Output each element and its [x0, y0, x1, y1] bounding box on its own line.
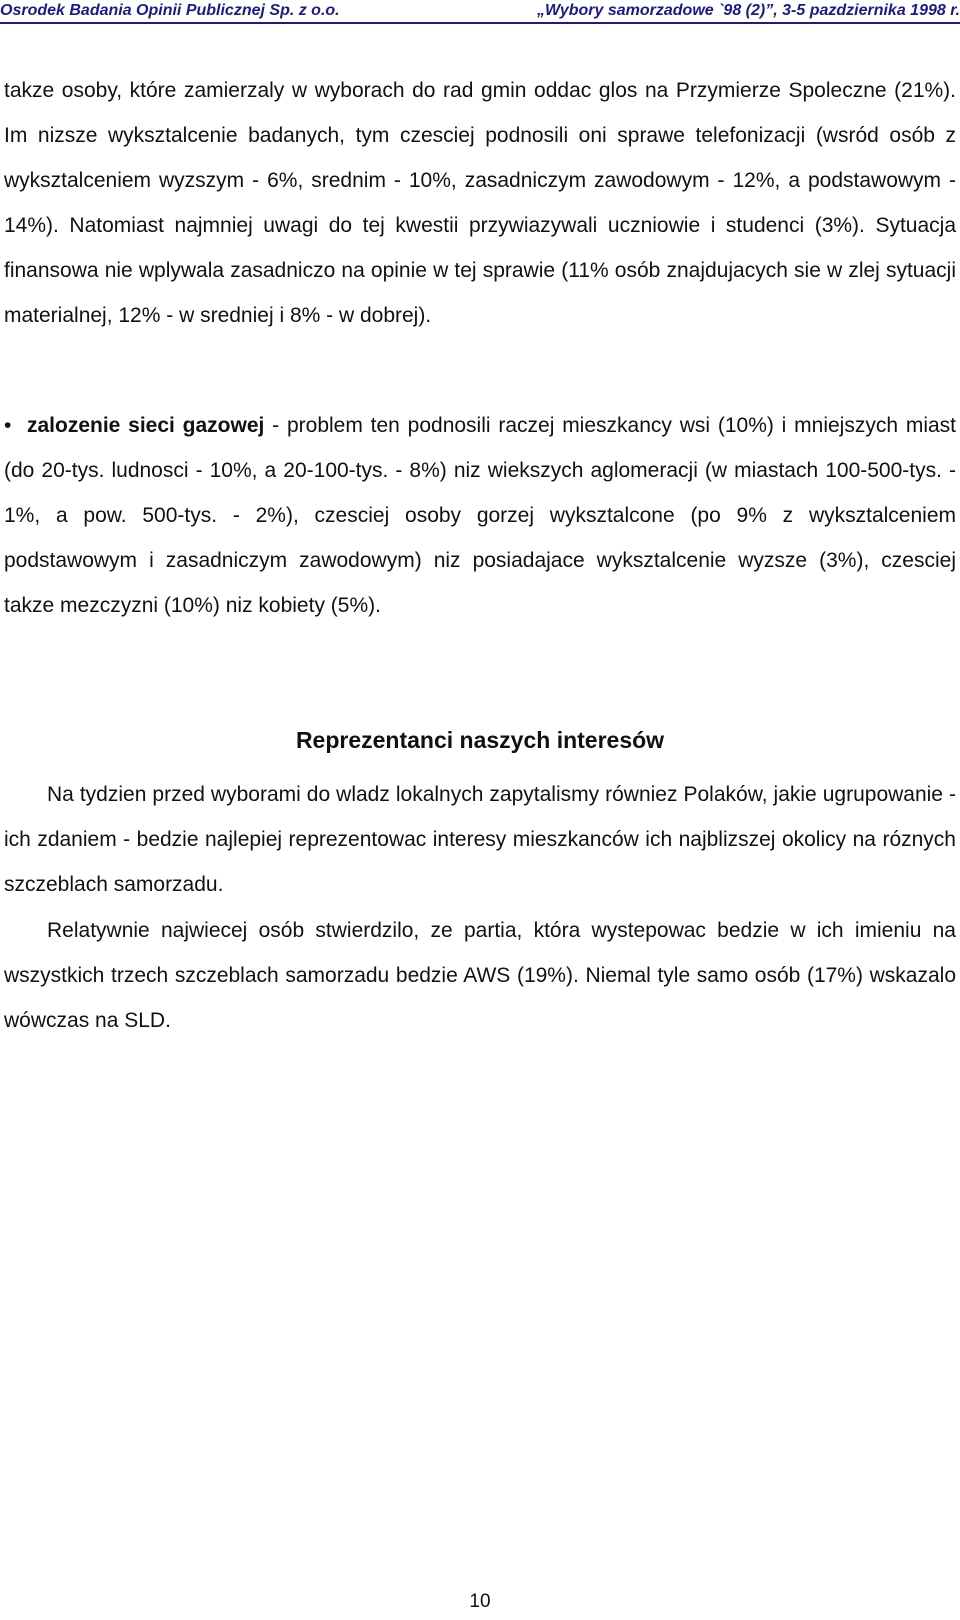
paragraph-intro: Na tydzien przed wyborami do wladz lokalnych zapytalismy równiez Polaków, jakie ugrupowanie - ich zdaniem - bedzie najlepiej reprezentowac interesy mieszkanców ich najblizszej okolicy na róznych szczeblach samorzadu. [4, 783, 956, 896]
bullet-marker: • [4, 414, 12, 437]
header-report-title: „Wybory samorzadowe `98 (2)”, 3-5 pazdziernika 1998 r. [537, 2, 960, 19]
header-divider [0, 22, 960, 24]
paragraph-results: Relatywnie najwiecej osób stwierdzilo, ze partia, która wystepowac bedzie w ich imieniu na wszystkich trzech szczeblach samorzadu bedzie AWS (19%). Niemal tyle samo osób (17%) wskazalo wówczas na SLD. [4, 919, 956, 1032]
bullet-item-gas-network [4, 403, 956, 628]
bullet-lead: zalozenie sieci gazowej [26, 414, 265, 437]
page-header [0, 0, 960, 26]
bullet-text: - problem ten podnosili raczej mieszkancy wsi (10%) i mniejszych miast (do 20-tys. ludnosci - 10%, a 20-100-tys. - 8%) niz wiekszych aglomeracji (w miastach 100-500-tys. - 1%, a pow. 500-tys. - 2%), czesciej osoby gorzej wyksztalcone (po 9% z wyksztalceniem podstawowym i zasadniczym zawodowym) niz posiadajace wyksztalcenie wyzsze (3%), czesciej takze mezczyzni (10%) niz kobiety (5%). [4, 414, 956, 617]
paragraph-telefonizacja: takze osoby, które zamierzaly w wyborach do rad gmin oddac glos na Przymierze Spoleczne (21%). Im nizsze wyksztalcenie badanych, tym czesciej podnosili oni sprawe telefonizacji (wsród osób z wyksztalceniem wyzszym - 6%, srednim - 10%, zasadniczym zawodowym - 12%, a podstawowym - 14%). Natomiast najmniej uwagi do tej kwestii przywiazywali uczniowie i studenci (3%). Sytuacja finansowa nie wplywala zasadniczo na opinie w tej sprawie (11% osób znajdujacych sie w zlej sytuacji materialnej, 12% - w sredniej i 8% - w dobrej). [4, 79, 956, 327]
header-organization: Osrodek Badania Opinii Publicznej Sp. z o.o. [0, 2, 340, 19]
page-number: 10 [469, 1591, 491, 1612]
section-title: Reprezentanci naszych interesów [295, 727, 665, 753]
